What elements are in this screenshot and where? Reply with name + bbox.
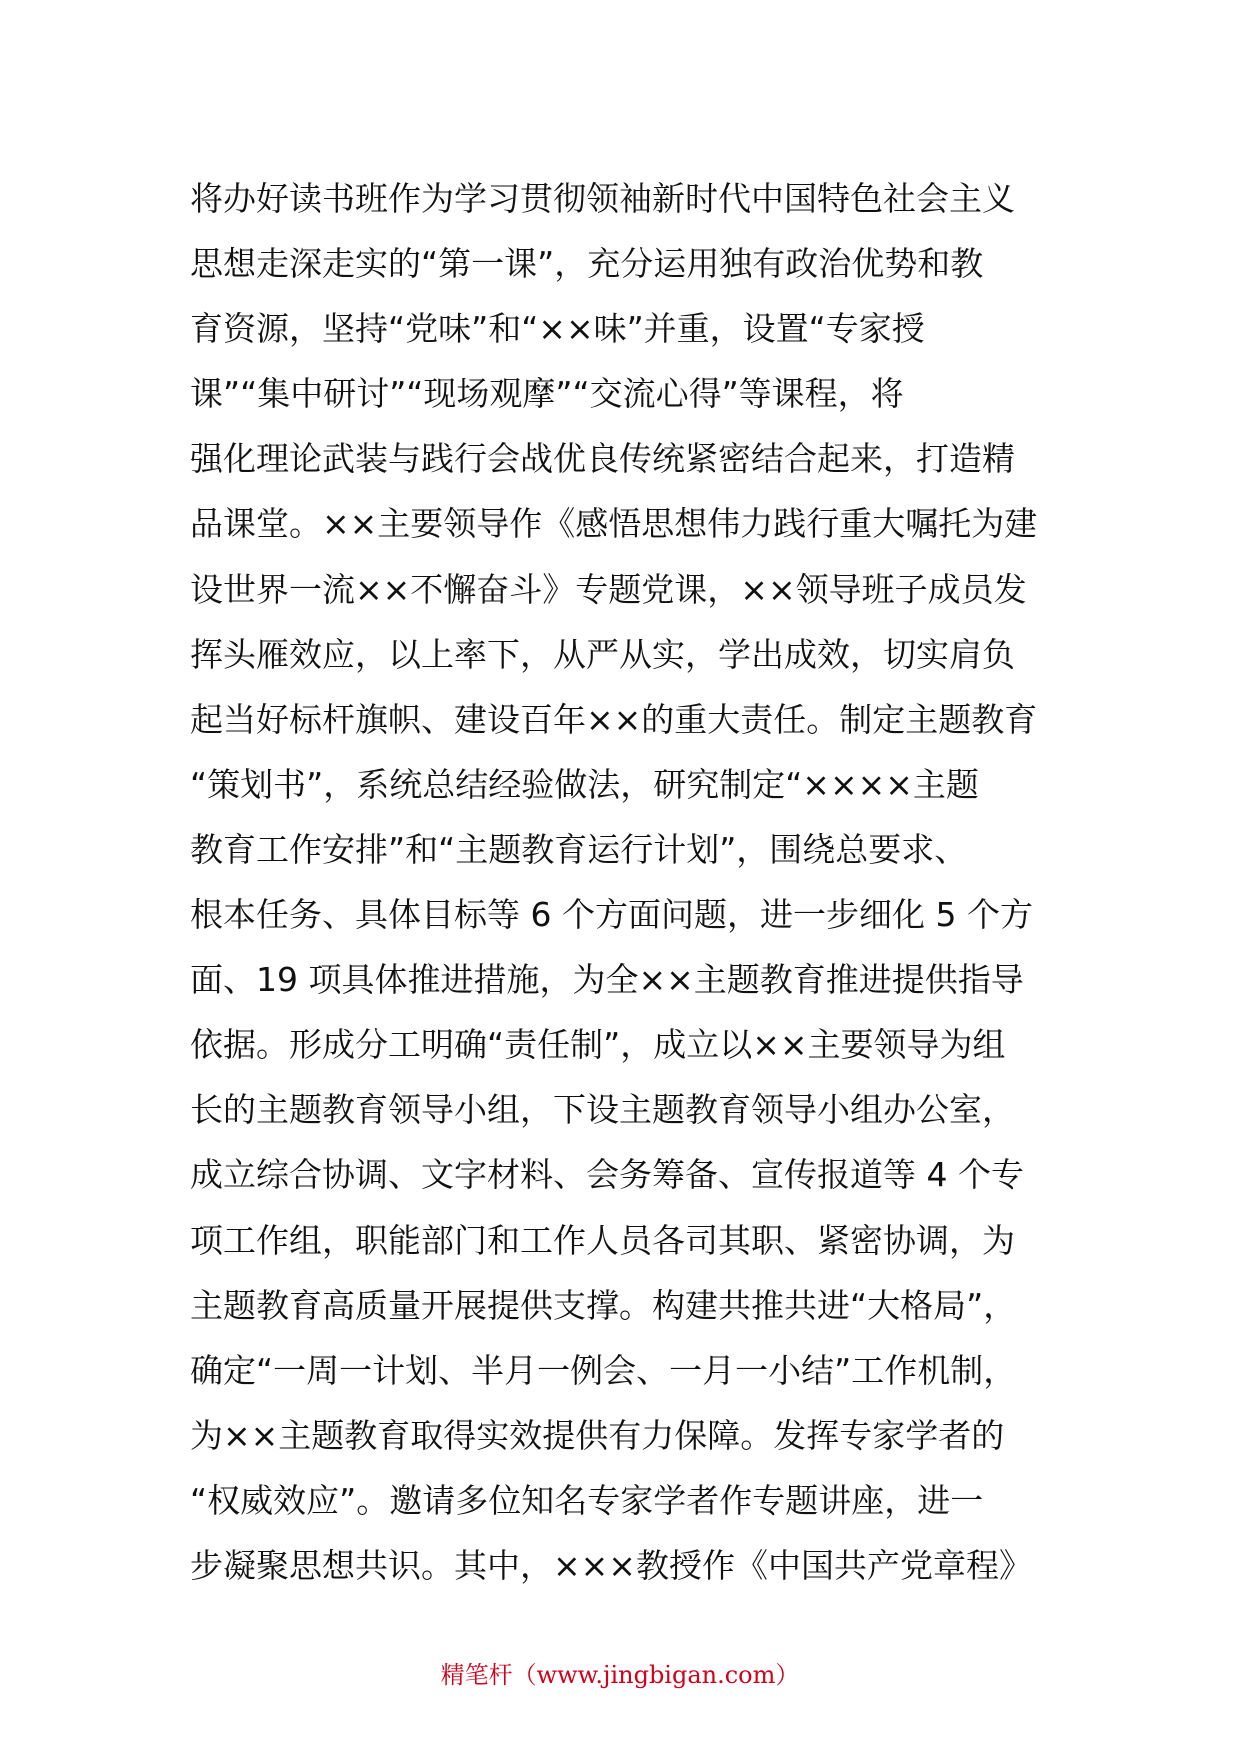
text-line: 将办好读书班作为学习贯彻领袖新时代中国特色社会主义 (190, 179, 1015, 218)
text-line: 思想走深走实的“第一课”，充分运用独有政治优势和教 (190, 244, 984, 284)
text-line: “策划书”，系统总结经验做法，研究制定“××××主题 (190, 764, 979, 804)
footer-watermark-link[interactable]: 精笔杆（www.jingbigan.com） (440, 1661, 800, 1689)
text-line: 挥头雁效应，以上率下，从严从实，学出成效，切实肩负 (190, 634, 1015, 674)
text-line: 步凝聚思想共识。其中，×××教授作《中国共产党章程》 (190, 1545, 1032, 1585)
text-line: “权威效应”。邀请多位知名专家学者作专题讲座，进一 (190, 1480, 984, 1520)
text-line: 长的主题教育领导小组，下设主题教育领导小组办公室， (190, 1090, 1015, 1130)
text-line: 项工作组，职能部门和工作人员各司其职、紧密协调，为 (190, 1220, 1015, 1260)
text-line: 设世界一流××不懈奋斗》专题党课，××领导班子成员发 (190, 569, 1027, 609)
text-line: 强化理论武装与践行会战优良传统紧密结合起来，打造精 (190, 439, 1015, 479)
text-line: 面、19 项具体推进措施，为全××主题教育推进提供指导 (190, 960, 1024, 1000)
text-line: 根本任务、具体目标等 6 个方面问题，进一步细化 5 个方 (190, 895, 1033, 935)
text-line: 成立综合协调、文字材料、会务筹备、宣传报道等 4 个专 (190, 1155, 1024, 1195)
text-line: 起当好标杆旗帜、建设百年××的重大责任。制定主题教育 (190, 699, 1038, 739)
text-line: 课”“集中研讨”“现场观摩”“交流心得”等课程，将 (190, 374, 904, 414)
text-line: 依据。形成分工明确“责任制”，成立以××主要领导为组 (190, 1025, 1006, 1065)
body-text (190, 166, 1070, 1598)
text-line: 教育工作安排”和“主题教育运行计划”，围绕总要求、 (190, 829, 968, 869)
text-line: 育资源，坚持“党味”和“××味”并重，设置“专家授 (190, 309, 925, 349)
text-line: 确定“一周一计划、半月一例会、一月一小结”工作机制， (190, 1350, 1017, 1390)
text-line: 为××主题教育取得实效提供有力保障。发挥专家学者的 (190, 1415, 1005, 1455)
text-line: 品课堂。××主要领导作《感悟思想伟力践行重大嘱托为建 (190, 504, 1038, 544)
text-line: 主题教育高质量开展提供支撑。构建共推共进“大格局”， (190, 1285, 1017, 1325)
